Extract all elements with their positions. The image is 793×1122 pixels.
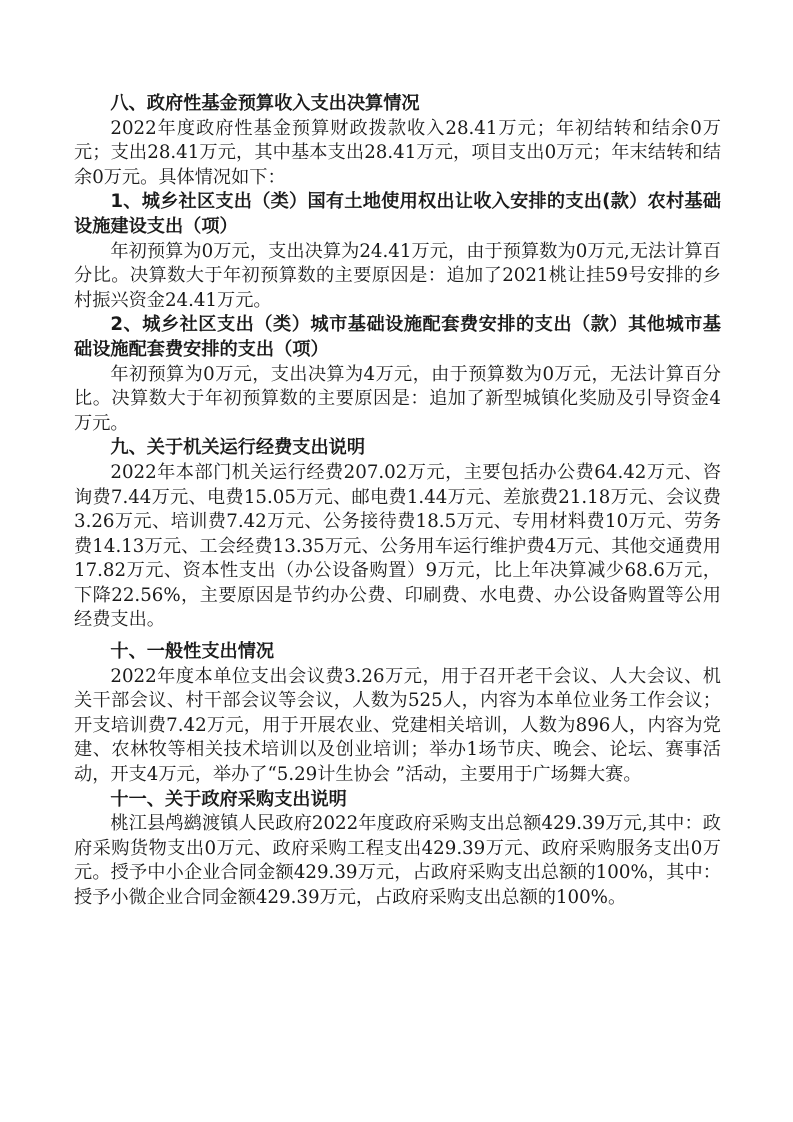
section-8-sub1-heading: 1、城乡社区支出（类）国有土地使用权出让收入安排的支出(款）农村基础设施建设支出（项） xyxy=(74,191,721,237)
section-11-heading: 十一、关于政府采购支出说明 xyxy=(110,788,347,810)
section-9-heading: 九、关于机关运行经费支出说明 xyxy=(110,437,366,459)
section-8-sub1-body: 年初预算为0万元，支出决算为24.41万元，由于预算数为0万元,无法计算百分比。决算数大于年初预算数的主要原因是：追加了2021桃让挂59号安排的乡村振兴资金24.41万元。 xyxy=(74,240,721,311)
section-8-sub2-heading: 2、城乡社区支出（类）城市基础设施配套费安排的支出（款）其他城市基础设施配套费安排的支出（项） xyxy=(74,314,721,360)
spacer xyxy=(74,633,721,640)
section-10-heading: 十、一般性支出情况 xyxy=(110,641,275,663)
section-11-body: 桃江县鸬鹚渡镇人民政府2022年度政府采购支出总额429.39万元,其中：政府采购货物支出0万元、政府采购工程支出429.39万元、政府采购服务支出0万元。授予中小企业合同金额429.39万元，占政府采购支出总额的100%，其中：授予小微企业合同金额429.39万元，占政府采购支出总额的100%。 xyxy=(74,813,721,908)
section-8-sub2-body: 年初预算为0万元，支出决算为4万元，由于预算数为0万元，无法计算百分比。决算数大于年初预算数的主要原因是：追加了新型城镇化奖励及引导资金4万元。 xyxy=(74,363,721,434)
document-page xyxy=(74,92,721,911)
section-8-heading: 八、政府性基金预算收入支出决算情况 xyxy=(110,93,420,114)
section-8-body: 2022年度政府性基金预算财政拨款收入28.41万元；年初结转和结余0万元；支出28.41万元，其中基本支出28.41万元，项目支出0万元；年末结转和结余0万元。具体情况如下： xyxy=(74,117,721,188)
section-10-body: 2022年度本单位支出会议费3.26万元，用于召开老干会议、人大会议、机关干部会议、村干部会议等会议，人数为525人，内容为本单位业务工作会议；开支培训费7.42万元，用于开展农业、党建相关培训，人数为896人，内容为党建、农林牧等相关技术培训以及创业培训；举办1场节庆、晚会、论坛、赛事活动，开支4万元，举办了“5.29计生协会 ”活动，主要用于广场舞大赛。 xyxy=(74,665,721,786)
section-9-body: 2022年本部门机关运行经费207.02万元，主要包括办公费64.42万元、咨询费7.44万元、电费15.05万元、邮电费1.44万元、差旅费21.18万元、会议费3.26万元、培训费7.42万元、公务接待费18.5万元、专用材料费10万元、劳务费14.13万元、工会经费13.35万元、公务用车运行维护费4万元、其他交通费用17.82万元、资本性支出（办公设备购置）9万元，比上年决算减少68.6万元，下降22.56%，主要原因是节约办公费、印刷费、水电费、办公设备购置等公用经费支出。 xyxy=(74,461,721,631)
